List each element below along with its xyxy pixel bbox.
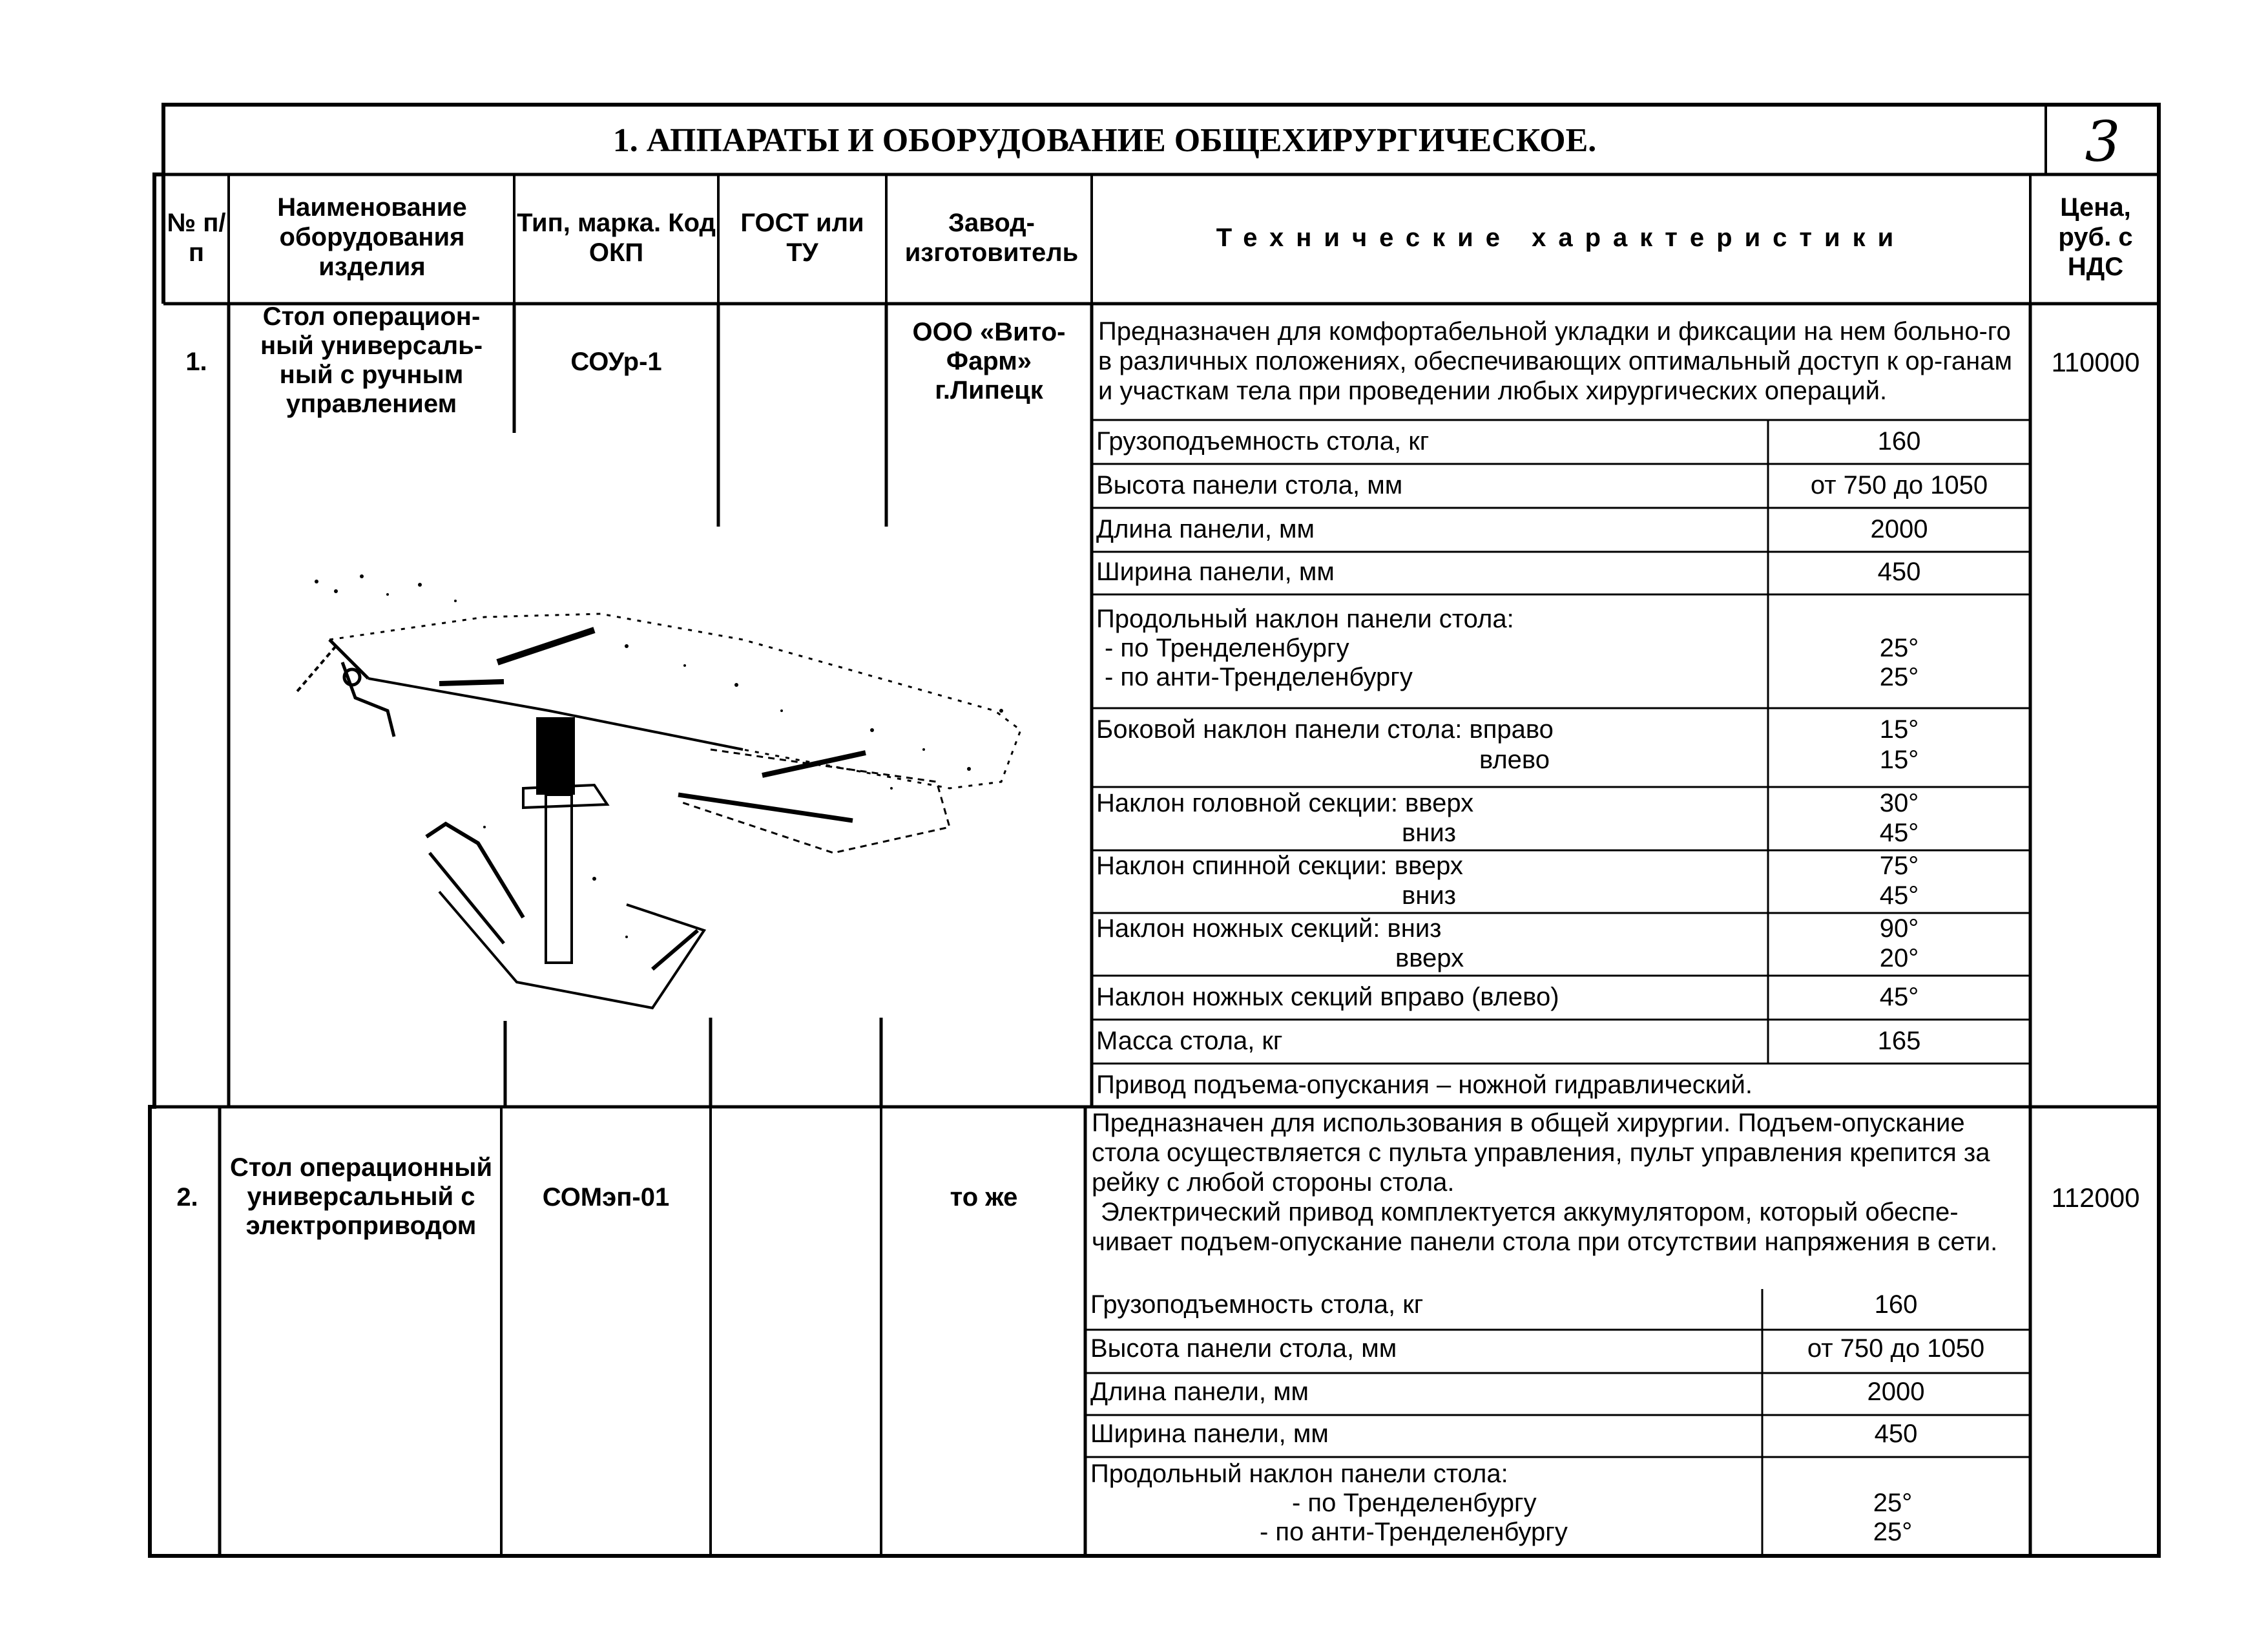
item-1-spec-11-value: 165 — [1877, 1027, 1921, 1055]
item-2-spec-2-label: Высота панели стола, мм — [1090, 1334, 1397, 1363]
item-1-spec-9-sub1: вверх — [1395, 944, 1464, 972]
item-2-spec-5-sub2: - по анти-Тренделенбургу — [1260, 1518, 1568, 1546]
item-1-spec-4-label: Ширина панели, мм — [1096, 558, 1335, 586]
item-1-spec-2-value: от 750 до 1050 — [1810, 471, 1988, 499]
item-1-spec-2-label: Высота панели стола, мм — [1096, 471, 1403, 499]
item-2-name: Стол операционный универсальный с электроприводом — [229, 1153, 493, 1240]
col-header-maker: Завод-изготовитель — [904, 209, 1079, 267]
item-1-spec-1-value: 160 — [1877, 427, 1921, 456]
item-1-spec-7-sub1: вниз — [1402, 819, 1457, 847]
item-1-spec-10-value: 45° — [1879, 983, 1919, 1011]
col-header-gost: ГОСТ или ТУ — [740, 209, 864, 267]
item-1-spec-6-v2: 15° — [1879, 746, 1919, 774]
item-1-spec-5-sub1: - по Тренделенбургу — [1105, 634, 1349, 662]
section-title: 1. АППАРАТЫ И ОБОРУДОВАНИЕ ОБЩЕХИРУРГИЧЕСКОЕ. — [612, 122, 1597, 159]
item-1-spec-6-label: Боковой наклон панели стола: вправо — [1096, 715, 1554, 744]
item-1-spec-8-label: Наклон спинной секции: вверх — [1096, 852, 1463, 880]
page-number: 3 — [2085, 110, 2121, 174]
item-1-spec-10-label: Наклон ножных секций вправо (влево) — [1096, 983, 1559, 1011]
operating-table-photo-icon — [291, 517, 1066, 1021]
item-2-spec-5-v2: 25° — [1873, 1518, 1913, 1546]
item-2-spec-4-label: Ширина панели, мм — [1090, 1420, 1329, 1448]
item-1-spec-6-sub1: влево — [1479, 746, 1550, 774]
item-1-spec-3-value: 2000 — [1870, 515, 1928, 543]
col-header-price: Цена, руб. с НДС — [2058, 193, 2133, 281]
item-1-spec-7-v2: 45° — [1879, 819, 1919, 847]
item-2-spec-4-value: 450 — [1874, 1420, 1918, 1448]
item-1-spec-5-label: Продольный наклон панели стола: — [1096, 605, 1514, 633]
item-1-spec-9-label: Наклон ножных секций: вниз — [1096, 914, 1442, 943]
item-1-spec-11-label: Масса стола, кг — [1096, 1027, 1283, 1055]
item-1-spec-8-v1: 75° — [1879, 852, 1919, 880]
col-header-name: Наименование оборудования изделия — [277, 193, 467, 281]
item-2-spec-3-value: 2000 — [1867, 1378, 1925, 1406]
item-1-spec-9-v2: 20° — [1879, 944, 1919, 972]
item-1-spec-5-sub2: - по анти-Тренделенбургу — [1105, 663, 1413, 691]
item-1-type: СОУр-1 — [570, 348, 662, 376]
item-1-num: 1. — [185, 348, 207, 376]
item-2-spec-1-label: Грузоподъемность стола, кг — [1090, 1290, 1424, 1319]
item-2-spec-5-sub1: - по Тренделенбургу — [1292, 1489, 1537, 1517]
item-1-spec-6-v1: 15° — [1879, 715, 1919, 744]
item-1-spec-7-v1: 30° — [1879, 789, 1919, 817]
item-1-spec-3-label: Длина панели, мм — [1096, 515, 1315, 543]
item-1-spec-8-v2: 45° — [1879, 881, 1919, 910]
item-2-type: СОМэп-01 — [542, 1183, 670, 1211]
item-1-name: Стол операцион-ный универсаль-ный с ручным управлением — [260, 302, 483, 418]
item-2-description: Предназначен для использования в общей хирургии. Подъем-опускание стола осуществляется с пульта управления, пульт управления крепится за рейку с любой стороны стола. — [1092, 1109, 1990, 1197]
item-2-spec-5-v1: 25° — [1873, 1489, 1913, 1517]
col-header-specs: Технические характеристики — [1216, 224, 1906, 252]
item-2-spec-2-value: от 750 до 1050 — [1807, 1334, 1985, 1363]
item-1-spec-7-label: Наклон головной секции: вверх — [1096, 789, 1474, 817]
item-1-spec-12-label: Привод подъема-опускания – ножной гидравлический. — [1096, 1071, 1753, 1099]
item-1-price: 110000 — [2051, 347, 2140, 377]
item-2-spec-3-label: Длина панели, мм — [1090, 1378, 1309, 1406]
item-1-maker: ООО «Вито-Фарм» г.Липецк — [912, 318, 1066, 404]
col-header-num: № п/п — [167, 209, 226, 267]
item-1-spec-5-v1: 25° — [1879, 634, 1919, 662]
item-2-maker: то же — [950, 1183, 1018, 1211]
item-1-description: Предназначен для комфортабельной укладки и фиксации на нем больно-го в различных положениях, обеспечивающих оптимальный доступ к ор-ганам и участкам тела при проведении любых хирургических операций. — [1098, 317, 2012, 405]
item-2-num: 2. — [176, 1183, 198, 1211]
item-1-spec-9-v1: 90° — [1879, 914, 1919, 943]
item-2-price: 112000 — [2051, 1182, 2140, 1213]
item-1-spec-8-sub1: вниз — [1402, 881, 1457, 910]
item-2-spec-5-label: Продольный наклон панели стола: — [1090, 1460, 1508, 1488]
item-2-description2: Электрический привод комплектуется аккумулятором, который обеспе-чивает подъем-опускание панели стола при отсутствии напряжения в сети. — [1092, 1198, 1998, 1256]
item-1-spec-4-value: 450 — [1877, 558, 1921, 586]
item-2-spec-1-value: 160 — [1874, 1290, 1918, 1319]
item-1-spec-5-v2: 25° — [1879, 663, 1919, 691]
item-1-spec-1-label: Грузоподъемность стола, кг — [1096, 427, 1430, 456]
col-header-type: Тип, марка. Код ОКП — [517, 209, 716, 267]
